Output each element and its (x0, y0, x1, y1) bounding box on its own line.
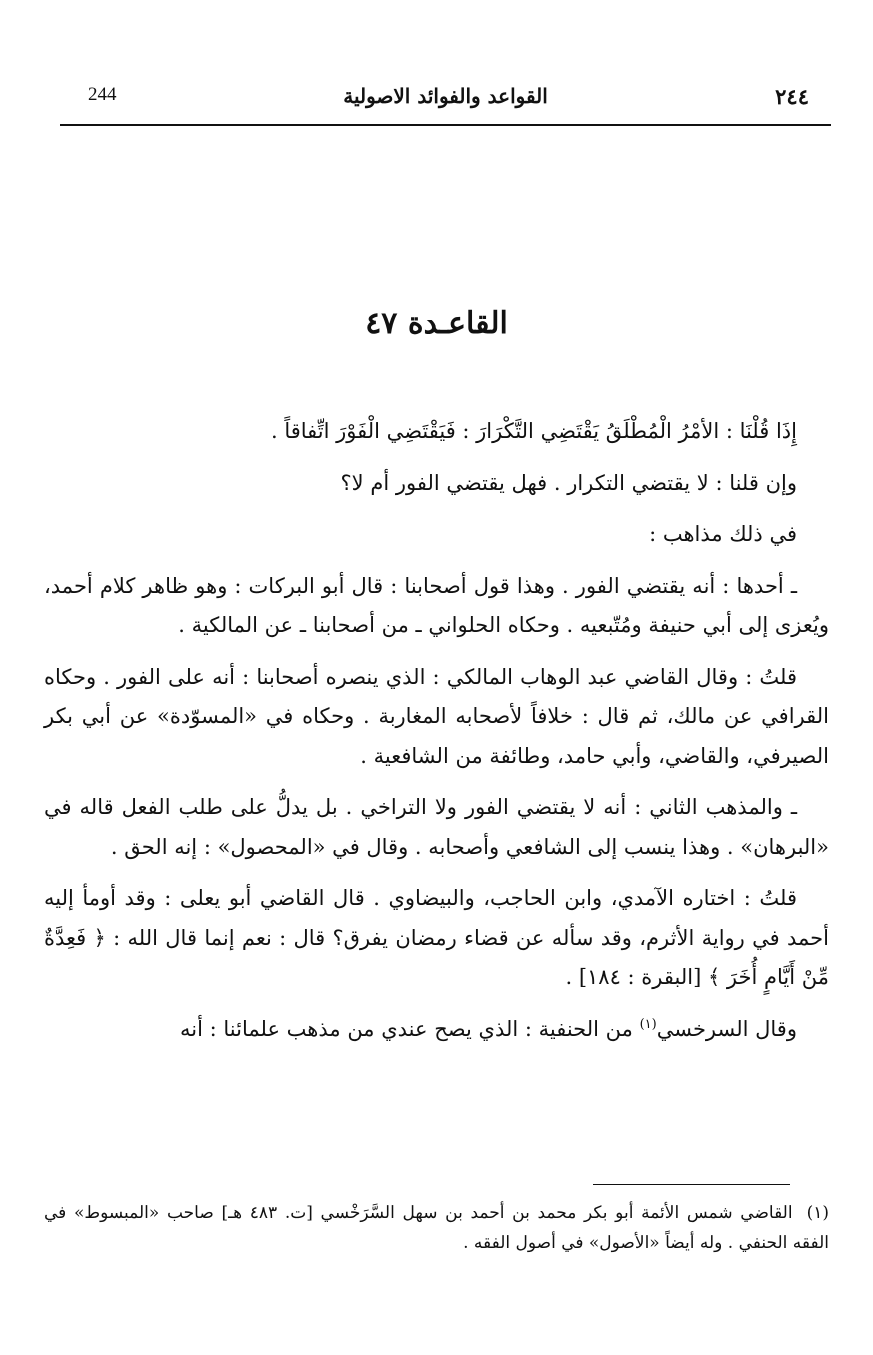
paragraph: ـ أحدها : أنه يقتضي الفور . وهذا قول أصحابنا : قال أبو البركات : وهو ظاهر كلام أحمد، ويُعزى إلى أبي حنيفة ومُتّبعيه . وحكاه الحلواني ـ من أصحابنا ـ عن المالكية . (44, 573, 829, 637)
paragraph: إِذَا قُلْنَا : الأمْرُ الْمُطْلَقُ يَقْتَضِي التَّكْرَارَ : فَيَقْتَضِي الْفَوْرَ اتِّفاقاً . (271, 419, 797, 443)
footnote (44, 1198, 829, 1258)
paragraph-with-footnote (44, 1010, 829, 1050)
main-text (44, 412, 829, 1061)
paragraph-text: من الحنفية : الذي يصح عندي من مذهب علمائنا : أنه (180, 1016, 640, 1041)
page-number-latin: 244 (88, 84, 117, 105)
paragraph: ـ والمذهب الثاني : أنه لا يقتضي الفور ولا التراخي . بل يدلُّ على طلب الفعل قاله في «البرهان» . وهذا ينسب إلى الشافعي وأصحابه . وقال في «المحصول» : إنه الحق . (44, 795, 829, 859)
footnote-number: (١) (806, 1203, 829, 1223)
paragraph: قلتُ : وقال القاضي عبد الوهاب المالكي : الذي ينصره أصحابنا : أنه على الفور . وحكاه القرافي عن مالك، ثم قال : خلافاً لأصحابه المغاربة . وحكاه في «المسوّدة» عن أبي بكر الصيرفي، والقاضي، وأبي حامد، وطائفة من الشافعية . (44, 664, 829, 768)
paragraph: في ذلك مذاهب : (649, 522, 797, 546)
footnote-divider (593, 1184, 790, 1185)
rule-heading: القاعـدة ٤٧ (365, 306, 508, 341)
header-divider (60, 124, 831, 126)
footnote-marker[interactable]: (١) (639, 1016, 657, 1032)
book-title: القواعد والفوائد الاصولية (343, 84, 548, 108)
page-number-arabic: ٢٤٤ (775, 84, 809, 109)
paragraph: قلتُ : اختاره الآمدي، وابن الحاجب، والبيضاوي . قال القاضي أبو يعلى : وقد أومأ إليه أحمد في رواية الأثرم، وقد سأله عن قضاء رمضان يفرق؟ قال : نعم إنما قال الله : ﴿ فَعِدَّةٌ مِّنْ أَيَّامٍ أُخَرَ ﴾ [البقرة : ١٨٤] . (44, 886, 829, 989)
running-header (60, 84, 831, 124)
paragraph: وإن قلنا : لا يقتضي التكرار . فهل يقتضي الفور أم لا؟ (340, 470, 797, 495)
paragraph-text: وقال السرخسي (656, 1016, 797, 1041)
footnote-text: القاضي شمس الأئمة أبو بكر محمد بن أحمد بن سهل السَّرَخْسي [ت. ٤٨٣ هـ] صاحب «المبسوط» في الفقه الحنفي . وله أيضاً «الأصول» في أصول الفقه . (44, 1203, 829, 1253)
